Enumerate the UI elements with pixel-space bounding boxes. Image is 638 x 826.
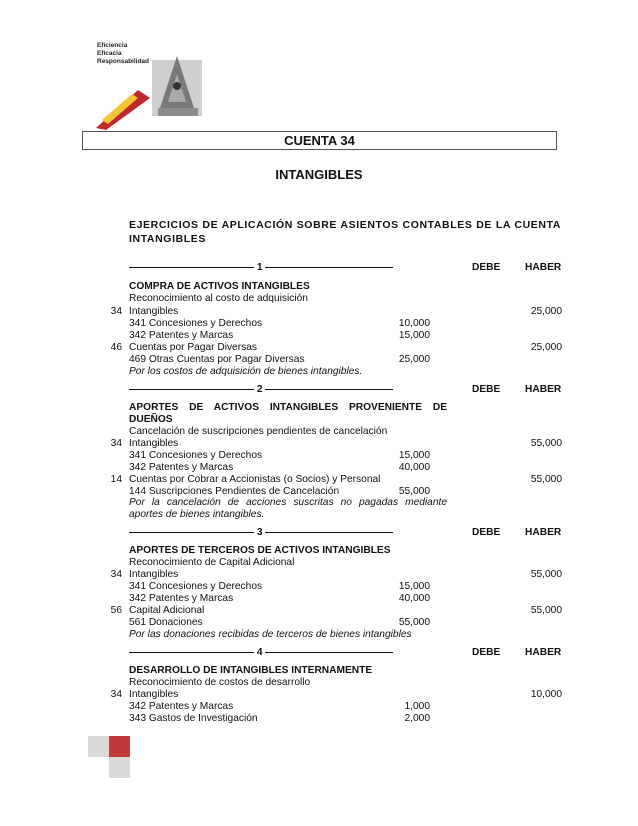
debe-value: 15,000 (398, 581, 430, 592)
row-description: 342 Patentes y Marcas (129, 593, 234, 604)
row-description: 341 Concesiones y Derechos (129, 318, 263, 329)
haber-header: HABER (525, 384, 562, 395)
footer-square (88, 736, 109, 757)
haber-value: 55,000 (530, 605, 562, 616)
debe-header: DEBE (472, 647, 501, 658)
intro-heading: EJERCICIOS DE APLICACIÓN SOBRE ASIENTOS CONTABLES DE LA CUENTA INTANGIBLES (129, 219, 561, 245)
debe-value: 10,000 (398, 318, 430, 329)
account-code: 14 (110, 474, 122, 485)
row-description: Cuentas por Cobrar a Accionistas (o Socios) y Personal (129, 474, 381, 485)
row-description: 341 Concesiones y Derechos (129, 581, 263, 592)
logo-line: Responsabilidad (97, 58, 150, 65)
page-subtitle: INTANGIBLES (275, 167, 363, 182)
debe-value: 2,000 (404, 713, 430, 724)
entry-note: Por la cancelación de acciones suscritas no pagadas mediante aportes de bienes intangibles. (129, 497, 447, 520)
row-description: 341 Concesiones y Derechos (129, 450, 263, 461)
row-description: Cuentas por Pagar Diversas (129, 342, 257, 353)
entry-separator: 3 (129, 527, 393, 539)
debe-value: 40,000 (398, 462, 430, 473)
row-description: Intangibles (129, 306, 179, 317)
debe-value: 55,000 (398, 617, 430, 628)
entry-separator: 1 (129, 262, 393, 274)
entry-note: Por los costos de adquisición de bienes intangibles. (129, 366, 363, 377)
entry-subtitle: Reconocimiento de Capital Adicional (129, 557, 295, 568)
debe-value: 25,000 (398, 354, 430, 365)
row-description: 469 Otras Cuentas por Pagar Diversas (129, 354, 305, 365)
page-title: CUENTA 34 (82, 131, 557, 150)
row-description: Intangibles (129, 689, 179, 700)
row-description: 561 Donaciones (129, 617, 203, 628)
row-description: 144 Suscripciones Pendientes de Cancelación (129, 486, 340, 497)
row-description: Intangibles (129, 569, 179, 580)
entry-separator: 2 (129, 384, 393, 396)
account-code: 34 (110, 438, 122, 449)
row-description: 342 Patentes y Marcas (129, 330, 234, 341)
entry-subtitle: Reconocimiento al costo de adquisición (129, 293, 308, 304)
haber-value: 55,000 (530, 474, 562, 485)
footer-square-accent (109, 736, 130, 757)
account-code: 34 (110, 569, 122, 580)
debe-value: 15,000 (398, 330, 430, 341)
account-code: 34 (110, 689, 122, 700)
row-description: Intangibles (129, 438, 179, 449)
haber-value: 55,000 (530, 438, 562, 449)
entry-note: Por las donaciones recibidas de terceros de bienes intangibles (129, 629, 412, 640)
debe-header: DEBE (472, 527, 501, 538)
logo-line: Eficiencia (97, 42, 128, 49)
debe-value: 1,000 (404, 701, 430, 712)
debe-header: DEBE (472, 262, 501, 273)
haber-value: 10,000 (530, 689, 562, 700)
account-code: 46 (110, 342, 122, 353)
entry-separator: 4 (129, 647, 393, 659)
haber-value: 25,000 (530, 342, 562, 353)
row-description: 342 Patentes y Marcas (129, 701, 234, 712)
haber-value: 55,000 (530, 569, 562, 580)
entry-title: DESARROLLO DE INTANGIBLES INTERNAMENTE (129, 665, 373, 676)
account-code: 56 (110, 605, 122, 616)
row-description: Capital Adicional (129, 605, 205, 616)
footer-square (109, 757, 130, 778)
account-code: 34 (110, 306, 122, 317)
haber-value: 25,000 (530, 306, 562, 317)
haber-header: HABER (525, 527, 562, 538)
entry-title: APORTES DE ACTIVOS INTANGIBLES PROVENIENTE DE (129, 402, 447, 413)
debe-value: 15,000 (398, 450, 430, 461)
logo-text (97, 42, 149, 66)
debe-header: DEBE (472, 384, 501, 395)
entry-title: DUEÑOS (129, 414, 173, 425)
entry-subtitle: Reconocimiento de costos de desarrollo (129, 677, 311, 688)
debe-value: 55,000 (398, 486, 430, 497)
row-description: 342 Patentes y Marcas (129, 462, 234, 473)
haber-header: HABER (525, 262, 562, 273)
entry-subtitle: Cancelación de suscripciones pendientes de cancelación (129, 426, 388, 437)
row-description: 343 Gastos de Investigación (129, 713, 258, 724)
debe-value: 40,000 (398, 593, 430, 604)
entry-title: COMPRA DE ACTIVOS INTANGIBLES (129, 281, 310, 292)
entry-title: APORTES DE TERCEROS DE ACTIVOS INTANGIBLES (129, 545, 391, 556)
logo-line: Eficacia (97, 50, 122, 57)
haber-header: HABER (525, 647, 562, 658)
